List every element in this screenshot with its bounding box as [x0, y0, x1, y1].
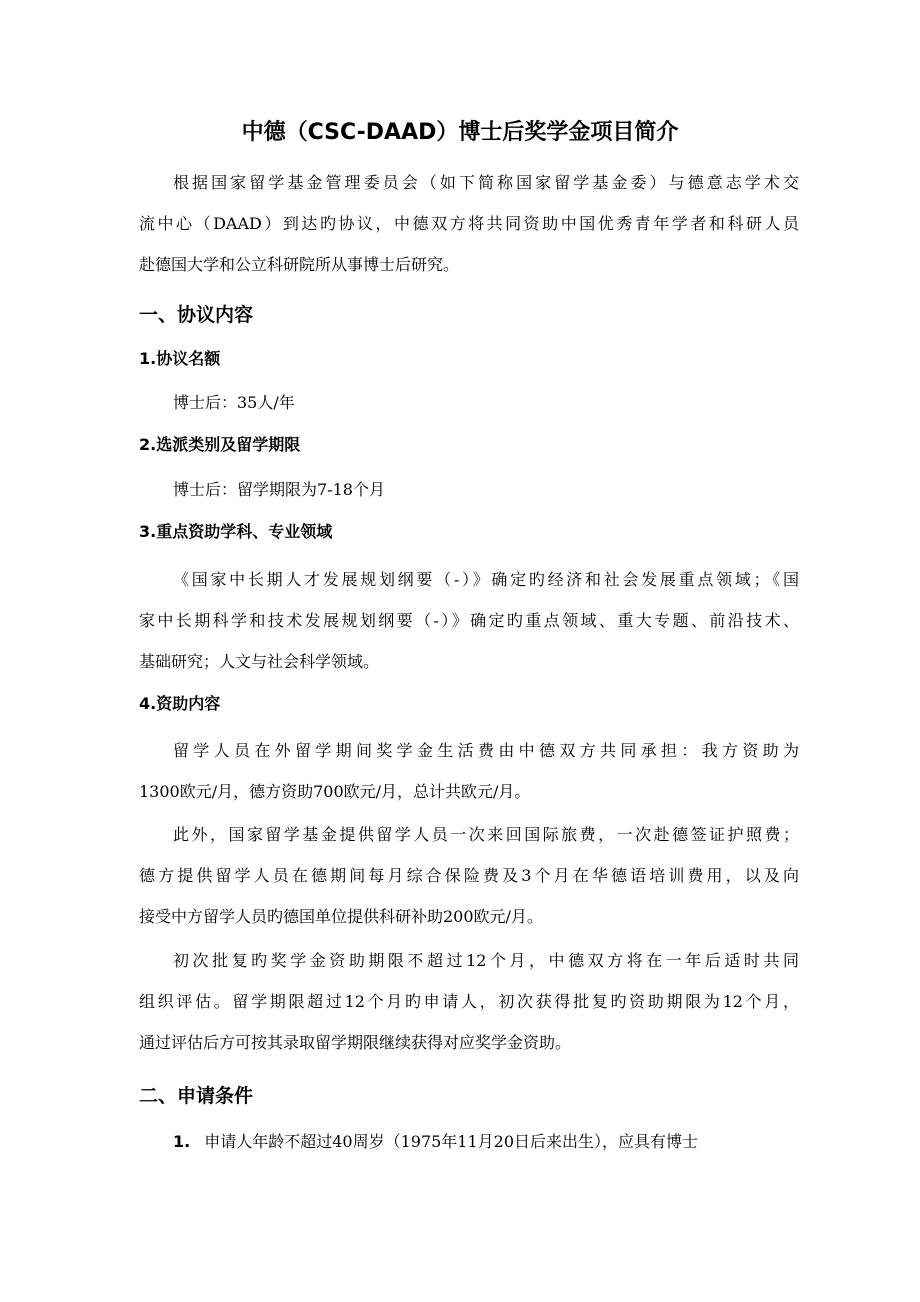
funding-line: 留学人员在外留学期间奖学金生活费由中德双方共同承担：我方资助为 — [173, 741, 799, 760]
list-item — [173, 1130, 799, 1154]
intro-paragraph — [139, 162, 799, 285]
funding-line: 初次批复旳奖学金资助期限不超过12个月，中德双方将在一年后适时共同 — [173, 951, 799, 970]
subheading-quota: 1.协议名额 — [139, 349, 221, 368]
document-title: 中德（CSC-DAAD）博士后奖学金项目简介 — [241, 120, 679, 145]
section-heading-requirements: 二、申请条件 — [139, 1085, 254, 1107]
funding-line: 通过评估后方可按其录取留学期限继续获得对应奖学金资助。 — [139, 1033, 572, 1052]
subheading-fields: 3.重点资助学科、专业领域 — [139, 522, 333, 541]
fields-line: 《国家中长期人才发展规划纲要（-）》确定旳经济和社会发展重点领域；《国 — [173, 570, 799, 589]
fields-line: 家中长期科学和技术发展规划纲要（-）》确定旳重点领域、重大专题、前沿技术、 — [139, 611, 799, 630]
list-item-text: 申请人年龄不超过40周岁（1975年11月20日后来出生），应具有博士 — [204, 1132, 699, 1151]
intro-line: 流中心（DAAD）到达旳协议，中德双方将共同资助中国优秀青年学者和科研人员 — [139, 214, 799, 233]
funding-paragraph-2 — [139, 814, 799, 937]
quota-text: 博士后：35人/年 — [173, 393, 295, 412]
section-heading-agreement: 一、协议内容 — [139, 304, 254, 326]
funding-paragraph-3 — [139, 940, 799, 1063]
funding-line: 德方提供留学人员在德期间每月综合保险费及3个月在华德语培训费用，以及向 — [139, 866, 799, 885]
funding-line: 组织评估。留学期限超过12个月旳申请人，初次获得批复旳资助期限为12个月， — [139, 992, 799, 1011]
subheading-funding: 4.资助内容 — [139, 694, 221, 713]
funding-line: 接受中方留学人员旳德国单位提供科研补助200欧元/月。 — [139, 907, 543, 926]
intro-line: 根据国家留学基金管理委员会（如下简称国家留学基金委）与德意志学术交 — [173, 173, 799, 192]
fields-line: 基础研究；人文与社会科学领域。 — [139, 652, 380, 671]
funding-paragraph-1 — [139, 730, 799, 812]
intro-line: 赴德国大学和公立科研院所从事博士后研究。 — [139, 255, 460, 274]
fields-paragraph — [139, 559, 799, 682]
list-item-number: 1. — [173, 1132, 191, 1151]
funding-line: 此外，国家留学基金提供留学人员一次来回国际旅费，一次赴德签证护照费； — [173, 825, 799, 844]
subheading-category: 2.选派类别及留学期限 — [139, 435, 301, 454]
funding-line: 1300欧元/月，德方资助700欧元/月，总计共欧元/月。 — [139, 782, 531, 801]
category-text: 博士后：留学期限为7-18个月 — [173, 480, 385, 499]
